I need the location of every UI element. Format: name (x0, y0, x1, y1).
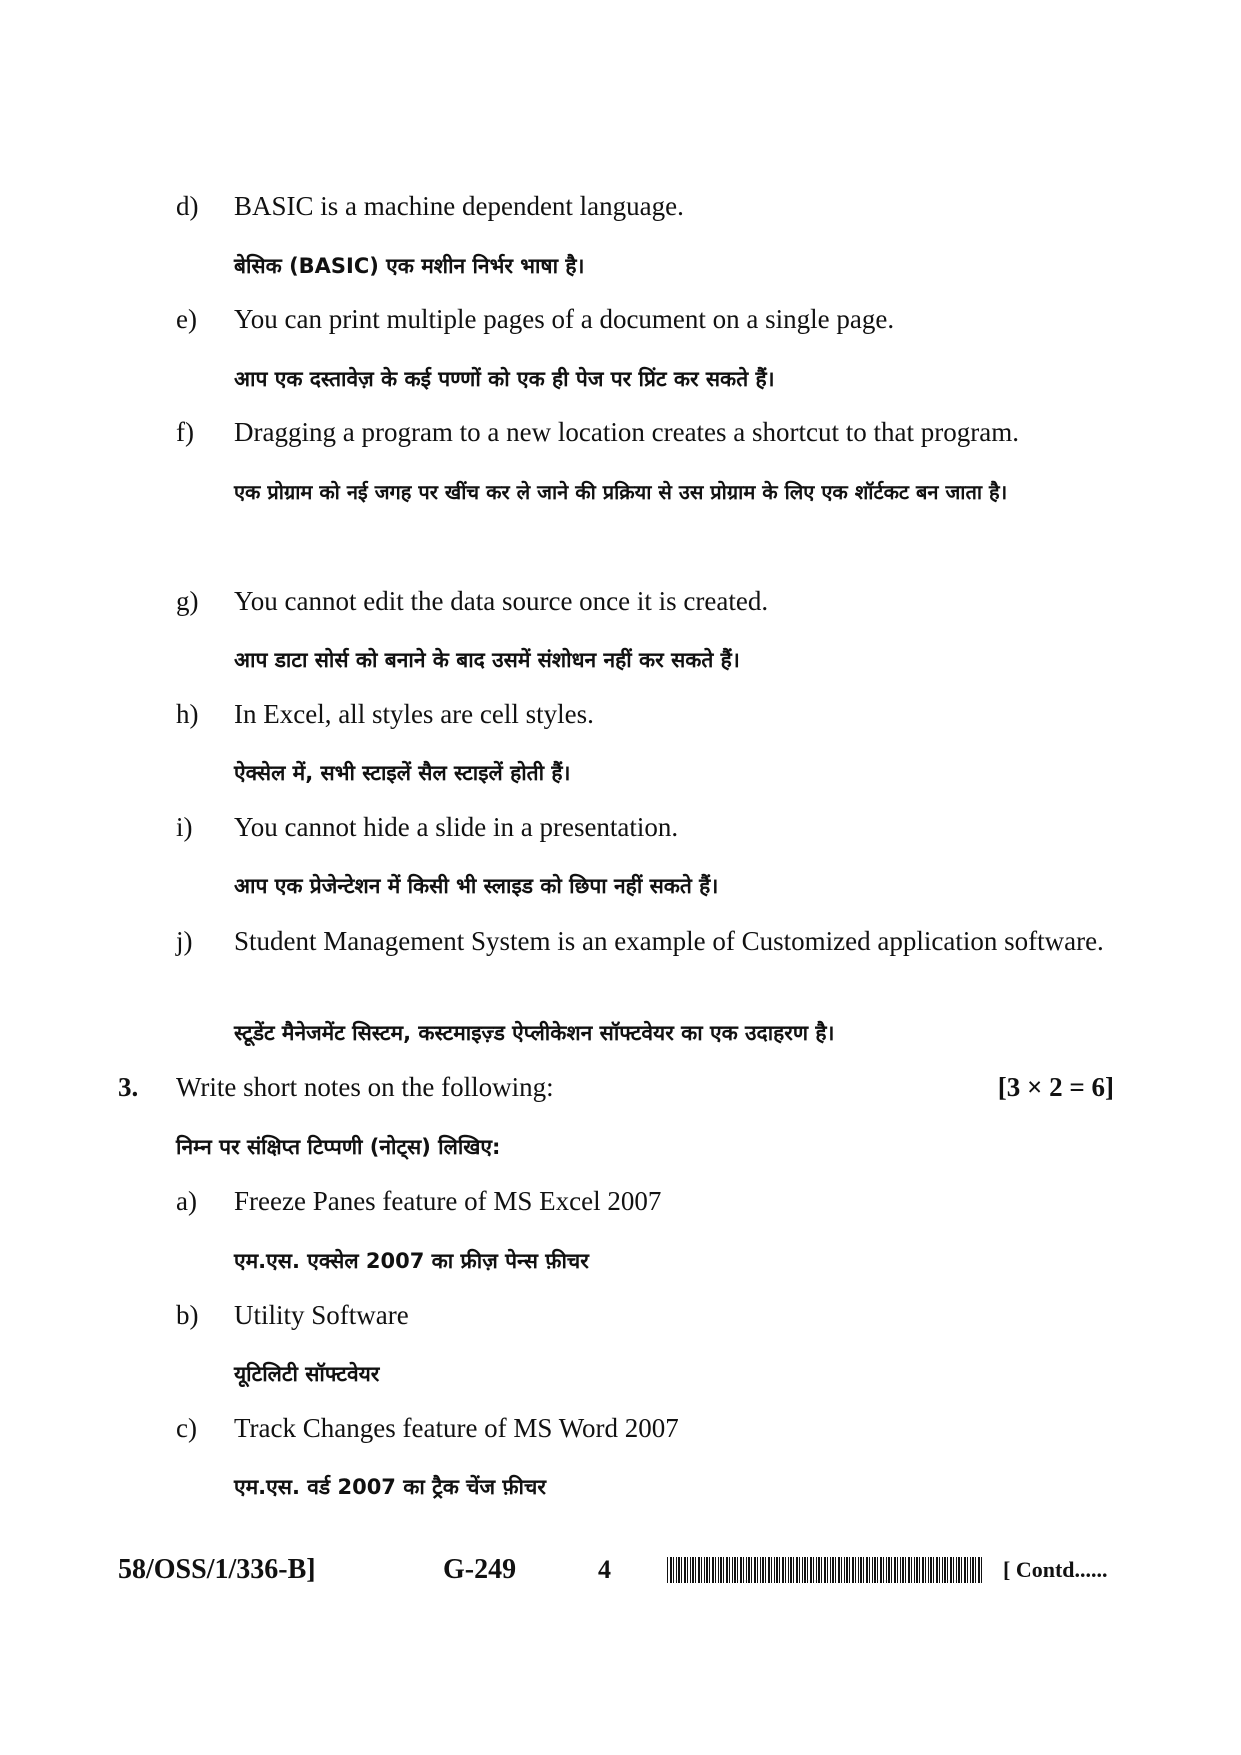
part-text-en-a: Freeze Panes feature of MS Excel 2007 (234, 1186, 662, 1216)
item-text-en-d: BASIC is a machine dependent language. (234, 191, 684, 221)
item-text-hi-f: एक प्रोग्राम को नई जगह पर खींच कर ले जाने की प्रक्रिया से उस प्रोग्राम के लिए एक शॉर्टकट बन जाता है। (234, 480, 1008, 504)
part-label-b: b) (176, 1300, 199, 1330)
part-label-c: c) (176, 1413, 197, 1443)
part-text-hi-c: एम.एस. वर्ड 2007 का ट्रैक चेंज फ़ीचर (234, 1475, 546, 1499)
question-number: 3. (118, 1072, 139, 1102)
part-text-en-c: Track Changes feature of MS Word 2007 (234, 1413, 679, 1443)
item-text-en-f: Dragging a program to a new location creates a shortcut to that program. (234, 417, 1019, 447)
item-text-hi-j: स्टूडेंट मैनेजमेंट सिस्टम, कस्टमाइज़्ड ऐप्लीकेशन सॉफ्टवेयर का एक उदाहरण है। (234, 1021, 835, 1045)
item-text-en-h: In Excel, all styles are cell styles. (234, 699, 594, 729)
item-label-j: j) (176, 926, 193, 956)
footer-paper-code: 58/OSS/1/336-B] (118, 1554, 316, 1585)
item-text-en-e: You can print multiple pages of a document on a single page. (234, 304, 895, 334)
part-text-en-b: Utility Software (234, 1300, 409, 1330)
item-text-hi-h: ऐक्सेल में, सभी स्टाइलें सैल स्टाइलें होती हैं। (234, 761, 571, 785)
footer-barcode (667, 1557, 983, 1583)
question-text-en: Write short notes on the following: (176, 1072, 554, 1102)
item-label-i: i) (176, 812, 193, 842)
item-label-e: e) (176, 304, 197, 334)
item-text-en-i: You cannot hide a slide in a presentation. (234, 812, 679, 842)
item-label-f: f) (176, 417, 194, 447)
item-text-en-g: You cannot edit the data source once it is created. (234, 586, 769, 616)
item-label-d: d) (176, 191, 199, 221)
item-text-hi-e: आप एक दस्तावेज़ के कई पण्णों को एक ही पेज पर प्रिंट कर सकते हैं। (234, 367, 775, 391)
item-text-hi-g: आप डाटा सोर्स को बनाने के बाद उसमें संशोधन नहीं कर सकते हैं। (234, 648, 740, 672)
footer-page-number: 4 (598, 1555, 611, 1584)
part-text-hi-b: यूटिलिटी सॉफ्टवेयर (234, 1362, 380, 1386)
question-text-hi: निम्न पर संक्षिप्त टिप्पणी (नोट्स) लिखिए: (176, 1135, 501, 1159)
footer-series-code: G-249 (443, 1554, 517, 1585)
item-label-h: h) (176, 699, 199, 729)
part-text-hi-a: एम.एस. एक्सेल 2007 का फ्रीज़ पेन्स फ़ीचर (234, 1249, 589, 1273)
item-text-hi-d: बेसिक (BASIC) एक मशीन निर्भर भाषा है। (234, 254, 585, 278)
part-label-a: a) (176, 1186, 197, 1216)
item-text-en-j: Student Management System is an example of Customized application software. (234, 926, 1104, 956)
footer-contd: [ Contd...... (1003, 1557, 1108, 1582)
question-marks: [3 × 2 = 6] (997, 1072, 1114, 1102)
item-text-hi-i: आप एक प्रेजेन्टेशन में किसी भी स्लाइड को छिपा नहीं सकते हैं। (234, 874, 719, 898)
item-label-g: g) (176, 586, 199, 616)
